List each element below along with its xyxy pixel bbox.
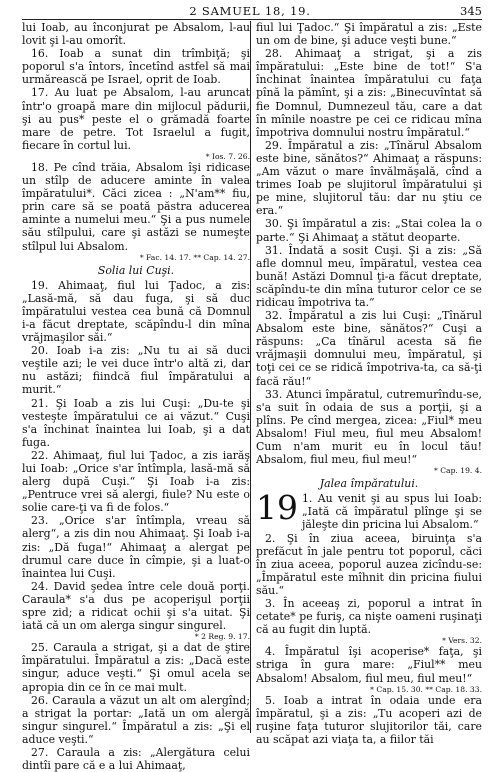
verse-paragraph: 2. Şi în ziua aceea, biruinţa s'a prefăcut în jale pentru tot poporul, căci în ziua aceea, poporul auzea zicîndu-se: „Împăratul este mîhnit din pricina fiului său.“ (256, 531, 482, 597)
cross-reference: * Cap. 15. 30. ** Cap. 18. 33. (370, 684, 482, 694)
verse-paragraph: 31. Îndată a sosit Cuşi. Şi a zis: „Să afle domnul meu, împăratul, vestea cea bună! Astăzi Domnul ţi-a făcut dreptate, scăpîndu-te din mîna tuturor celor ce se ridicau împotriva ta.“ (256, 243, 482, 309)
verse-paragraph: 32. Împăratul a zis lui Cuşi: „Tînărul Absalom este bine, sănătos?“ Cuşi a răspuns: „Ca tînărul acesta să fie vrăjmaşii domnului meu, împăratul, şi toţi cei ce se ridică împotriva-ta, ca să-ţi facă rău!“ (256, 309, 482, 388)
header-rule (22, 19, 482, 20)
verse-paragraph: 28. Ahimaaţ a strigat, şi a zis împăratului: „Este bine de tot!“ S'a închinat înaintea împăratului cu faţa pînă la pămînt, şi a zis: „Binecuvîntat să fie Domnul, Dumnezeul tău, care a dat în mînile noastre pe cei ce ridicau mîna împotriva domnului nostru împăratul.“ (256, 47, 482, 139)
cross-reference: * 2 Reg. 9. 17. (194, 632, 250, 642)
chapter-number: 19 (256, 488, 298, 528)
verse-paragraph: 3. În aceeaş zi, poporul a intrat în cetate* pe furiş, ca nişte oameni ruşinaţi că au fugit din luptă. (256, 597, 482, 637)
verse-paragraph: 19. Ahimaaţ, fiul lui Ţadoc, a zis: „Lasă-mă, să dau fuga, şi să duc împăratului vestea cea bună că Domnul i-a făcut dreptate, scăpîndu-l din mîna vrăjmaşilor săi.“ (22, 278, 250, 345)
cross-reference: * Fac. 14. 17. ** Cap. 14. 27. (139, 252, 250, 262)
verse-paragraph: 27. Caraula a zis: „Alergătura celui dintîi pare că e a lui Ahimaaţ, (22, 745, 250, 772)
section-heading: Solia lui Cuşi. (97, 263, 175, 277)
verse-paragraph: 23. „Orice s'ar întîmpla, vreau să alerg“, a zis din nou Ahimaaţ. Şi Ioab i-a zis: „Dă fuga!“ Ahimaaţ a alergat pe drumul care duce în cîmpie, şi a luat-o înaintea lui Cuşi. (22, 514, 250, 580)
verse-paragraph: 5. Ioab a intrat în odaia unde era împăratul, şi a zis: „Tu acoperi azi de ruşine faţa tuturor slujitorilor tăi, care au scăpat azi viaţa ta, a fiilor tăi (256, 693, 482, 746)
verse-paragraph: 4. Împăratul îşi acoperise* faţa, şi striga în gura mare: „Fiul** meu Absalom! Absalom, fiul meu, fiul meu!“ (256, 645, 482, 685)
section-heading: Jalea împăratului. (319, 477, 419, 491)
verse-paragraph: 30. Şi împăratul a zis: „Stai colea la o parte.“ Şi Ahimaaţ a stătut deoparte. (256, 217, 482, 244)
cross-reference: * Vers. 32. (442, 636, 482, 646)
verse-paragraph: 18. Pe cînd trăia, Absalom îşi ridicase un stîlp de aducere aminte în valea împăratului*. Căci zicea : „N'am** fiu, prin care să se poată păstra aducerea aminte a numelui meu.“ Şi a pus numele său stîlpului, care şi astăzi se numeşte stîlpul lui Absalom. (22, 160, 250, 253)
verse-paragraph: fiul lui Ţadoc.“ Şi împăratul a zis: „Este un om de bine, şi aduce veşti bune.“ (256, 21, 482, 48)
verse-paragraph: 20. Ioab i-a zis: „Nu tu ai să duci veştile azi; le vei duce într'o altă zi, dar nu astăzi; fiindcă fiul împăratului a murit.“ (22, 344, 250, 397)
verse-paragraph: 21. Şi Ioab a zis lui Cuşi: „Du-te şi vesteşte împăratului ce ai văzut.“ Cuşi s'a închinat înaintea lui Ioab, şi a dat fuga. (22, 396, 250, 449)
running-header (0, 4, 500, 20)
verse-paragraph: 26. Caraula a văzut un alt om alergînd; a strigat la portar: „Iată un om alergă singur singurel.“ Împăratul a zis: „Şi el aduce veşti.“ (22, 693, 250, 746)
verse-paragraph: 16. Ioab a sunat din trîmbiţă; şi poporul s'a întors, încetînd astfel să mai urmărească pe Israel, oprit de Ioab. (22, 47, 250, 87)
page-number: 345 (460, 4, 482, 18)
left-column (22, 21, 250, 772)
chapter-opening-verse (256, 488, 482, 532)
verse-text: 1. Au venit şi au spus lui Ioab: „Iată că împăratul plînge şi se jăleşte din pricina lui Absalom.“ (302, 492, 482, 532)
verse-paragraph: 22. Ahimaaţ, fiul lui Ţadoc, a zis iarăş lui Ioab: „Orice s'ar întîmpla, lasă-mă să alerg după Cuşi.“ Şi Ioab i-a zis: „Pentruce vrei să alergi, fiule? Nu este o solie care-ţi va fi de folos.“ (22, 448, 250, 515)
verse-paragraph: 24. David şedea între cele două porţi. Caraula* s'a dus pe acoperişul porţii spre zid; a ridicat ochii şi s'a uitat. Şi iată că un om alerga singur singurel. (22, 579, 250, 633)
cross-reference: * Cap. 19. 4. (434, 466, 482, 476)
column-divider (250, 21, 251, 733)
cross-reference: * Ios. 7. 26. (205, 151, 250, 161)
verse-paragraph: lui Ioab, au înconjurat pe Absalom, l-au lovit şi l-au omorît. (22, 21, 250, 48)
book-chapter-title: 2 SAMUEL 18, 19. (189, 4, 311, 18)
right-column (256, 21, 482, 746)
verse-paragraph: 25. Caraula a strigat, şi a dat de ştire împăratului. Împăratul a zis: „Dacă este singur, aduce veşti.“ Şi omul acela se apropia din ce în ce mai mult. (22, 641, 250, 694)
verse-paragraph: 17. Au luat pe Absalom, l-au aruncat într'o groapă mare din mijlocul pădurii, şi au pus* peste el o grămadă foarte mare de petre. Tot Israelul a fugit, fiecare în cortul lui. (22, 86, 250, 152)
verse-paragraph: 29. Împăratul a zis: „Tînărul Absalom este bine, sănătos?“ Ahimaaţ a răspuns: „Am văzut o mare învălmăşală, cînd a trimes Ioab pe slujitorul împăratului şi pe mine, slujitorul tău: dar nu ştiu ce era.“ (256, 138, 482, 218)
verse-paragraph: 33. Atunci împăratul, cutremurîndu-se, s'a suit în odaia de sus a porţii, şi a plîns. Pe cînd mergea, zicea: „Fiul* meu Absalom! Fiul meu, fiul meu Absalom! Cum n'am murit eu în locul tău! Absalom, fiul meu, fiul meu!“ (256, 387, 482, 467)
